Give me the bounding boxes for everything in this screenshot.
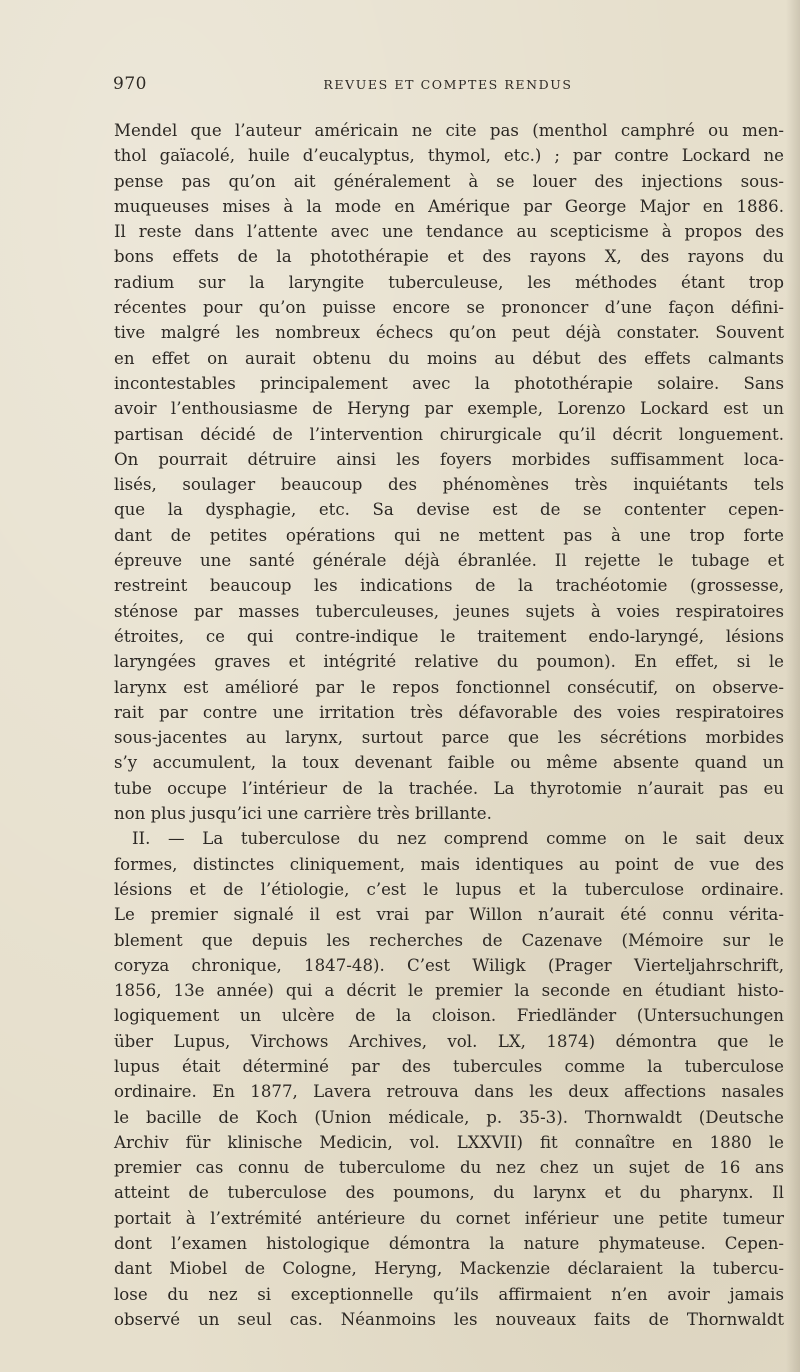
page-edge-shadow <box>786 0 800 1372</box>
text-line: incontestables principalement avec la photothérapie solaire. Sans <box>114 373 784 393</box>
text-line: lésions et de l’étiologie, c’est le lupus et la tuberculose ordinaire. <box>114 879 784 899</box>
text-line: formes, distinctes cliniquement, mais identiques au point de vue des <box>114 854 784 874</box>
text-line: bons effets de la photothérapie et des rayons X, des rayons du <box>114 247 784 267</box>
text-line: s’y accumulent, la toux devenant faible ou même absente quand un <box>114 753 784 773</box>
text-line: dant Miobel de Cologne, Heryng, Mackenzie déclaraient la tubercu- <box>114 1259 784 1279</box>
text-line: atteint de tuberculose des poumons, du larynx et du pharynx. Il <box>114 1183 784 1203</box>
page-number: 970 <box>113 74 147 94</box>
running-title: REVUES ET COMPTES RENDUS <box>323 77 573 92</box>
text-line: dont l’examen histologique démontra la nature phymateuse. Cepen- <box>114 1234 784 1254</box>
text-line: laryngées graves et intégrité relative du poumon). En effet, si le <box>114 652 784 672</box>
text-line: ordinaire. En 1877, Lavera retrouva dans les deux affections nasales <box>114 1082 784 1102</box>
text-line: Le premier signalé il est vrai par Willon n’aurait été connu vérita- <box>114 905 784 925</box>
text-line: thol gaïacolé, huile d’eucalyptus, thymol, etc.) ; par contre Lockard ne <box>114 146 784 166</box>
text-line: récentes pour qu’on puisse encore se prononcer d’une façon défini- <box>114 298 784 318</box>
text-line: tive malgré les nombreux échecs qu’on peut déjà constater. Souvent <box>114 323 784 343</box>
text-line: muqueuses mises à la mode en Amérique par George Major en 1886. <box>114 196 784 216</box>
text-line: restreint beaucoup les indications de la trachéotomie (grossesse, <box>114 576 784 596</box>
text-line: premier cas connu de tuberculome du nez chez un sujet de 16 ans <box>114 1158 784 1178</box>
text-line: rait par contre une irritation très défavorable des voies respiratoires <box>114 702 784 722</box>
text-line: Mendel que l’auteur américain ne cite pas (menthol camphré ou men- <box>114 121 784 140</box>
text-line: Archiv für klinische Medicin, vol. LXXVII) fit connaître en 1880 le <box>114 1132 784 1152</box>
text-line: dant de petites opérations qui ne mettent pas à une trop forte <box>114 525 784 545</box>
text-line: avoir l’enthousiasme de Heryng par exemple, Lorenzo Lockard est un <box>114 399 784 419</box>
text-line: sténose par masses tuberculeuses, jeunes sujets à voies respiratoires <box>114 601 784 621</box>
text-line: lisés, soulager beaucoup des phénomènes très inquiétants tels <box>114 475 784 495</box>
text-line: über Lupus, Virchows Archives, vol. LX, 1874) démontra que le <box>114 1031 784 1051</box>
text-line: observé un seul cas. Néanmoins les nouveaux faits de Thornwaldt <box>114 1309 784 1329</box>
text-line: portait à l’extrémité antérieure du cornet inférieur une petite tumeur <box>114 1208 784 1228</box>
text-line: que la dysphagie, etc. Sa devise est de se contenter cepen- <box>114 500 784 520</box>
running-head <box>113 74 783 96</box>
text-line: en effet on aurait obtenu du moins au début des effets calmants <box>114 348 784 368</box>
text-line: II. — La tuberculose du nez comprend comme on le sait deux <box>132 829 784 849</box>
text-line: lose du nez si exceptionnelle qu’ils affirmaient n’en avoir jamais <box>114 1284 784 1304</box>
text-line: étroites, ce qui contre-indique le traitement endo-laryngé, lésions <box>114 626 784 646</box>
text-line: logiquement un ulcère de la cloison. Friedländer (Untersuchungen <box>114 1006 784 1026</box>
text-line: épreuve une santé générale déjà ébranlée. Il rejette le tubage et <box>114 551 784 571</box>
text-line: Il reste dans l’attente avec une tendance au scepticisme à propos des <box>114 222 784 242</box>
text-line: blement que depuis les recherches de Cazenave (Mémoire sur le <box>114 930 784 950</box>
text-line: larynx est amélioré par le repos fonctionnel consécutif, on observe- <box>114 677 784 697</box>
text-line: pense pas qu’on ait généralement à se louer des injections sous- <box>114 171 784 191</box>
text-line: non plus jusqu’ici une carrière très brillante. <box>114 804 492 824</box>
text-line: On pourrait détruire ainsi les foyers morbides suffisamment loca- <box>114 449 784 469</box>
article-body <box>114 118 784 1332</box>
text-line: 1856, 13e année) qui a décrit le premier la seconde en étudiant histo- <box>114 981 784 1001</box>
text-line: partisan décidé de l’intervention chirurgicale qu’il décrit longuement. <box>114 424 784 444</box>
text-line: le bacille de Koch (Union médicale, p. 35-3). Thornwaldt (Deutsche <box>114 1107 784 1127</box>
text-line: tube occupe l’intérieur de la trachée. La thyrotomie n’aurait pas eu <box>114 778 784 798</box>
text-line: lupus était déterminé par des tubercules comme la tuberculose <box>114 1056 784 1076</box>
text-line: sous-jacentes au larynx, surtout parce que les sécrétions morbides <box>114 728 784 748</box>
text-line: radium sur la laryngite tuberculeuse, les méthodes étant trop <box>114 272 784 292</box>
text-line: coryza chronique, 1847-48). C’est Wiligk (Prager Vierteljahrschrift, <box>114 955 784 975</box>
